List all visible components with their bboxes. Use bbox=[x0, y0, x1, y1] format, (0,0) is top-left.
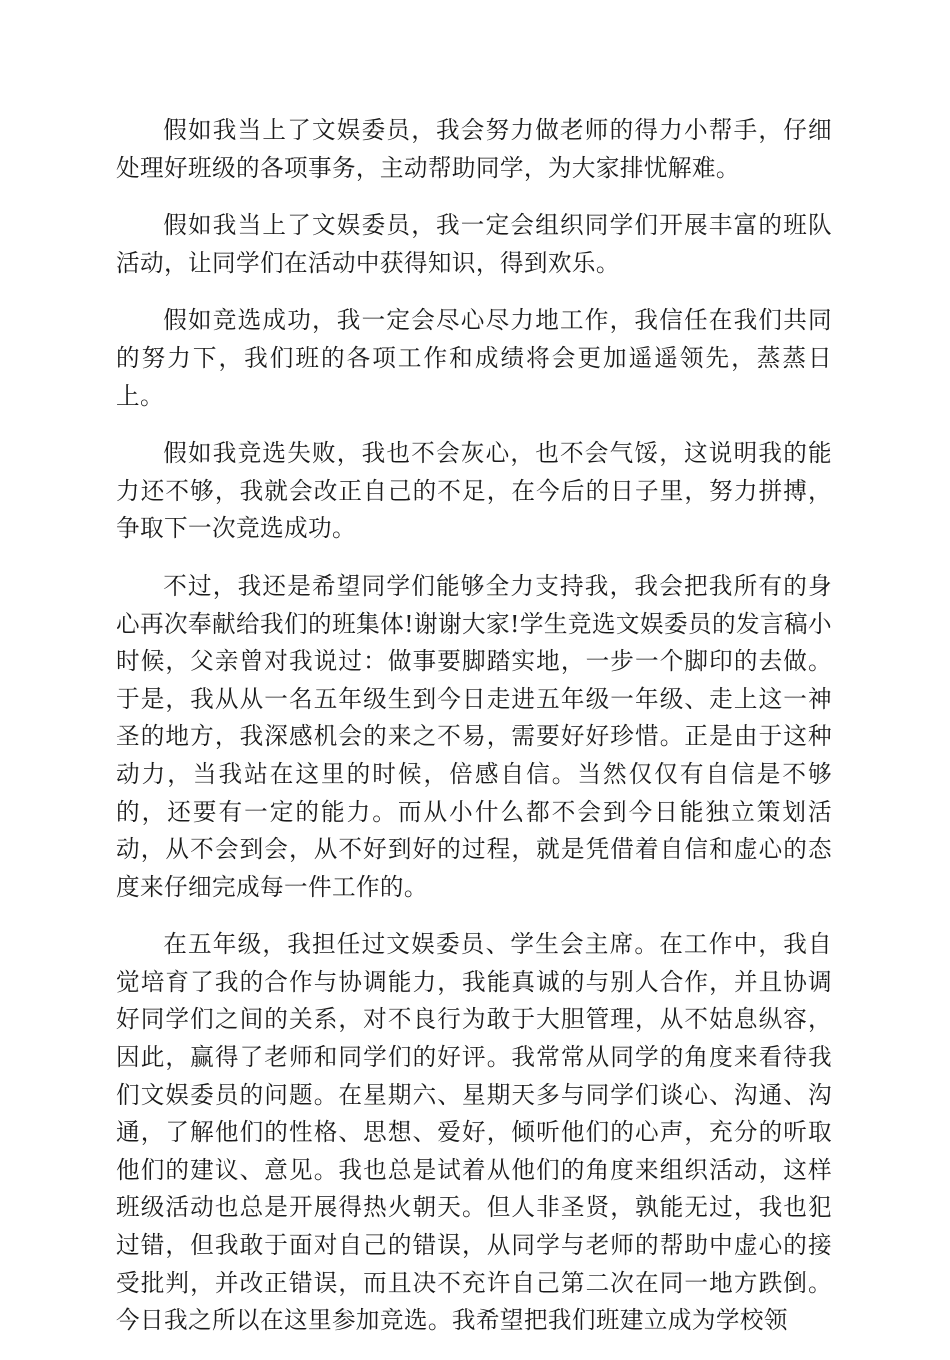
document-page bbox=[116, 112, 832, 1360]
paragraph-2: 假如我当上了文娱委员，我一定会组织同学们开展丰富的班队活动，让同学们在活动中获得知识，得到欢乐。 bbox=[116, 211, 832, 277]
paragraph-1: 假如我当上了文娱委员，我会努力做老师的得力小帮手，仔细处理好班级的各项事务，主动帮助同学，为大家排忧解难。 bbox=[116, 116, 832, 182]
paragraph-3: 假如竞选成功，我一定会尽心尽力地工作，我信任在我们共同的努力下，我们班的各项工作和成绩将会更加遥遥领先，蒸蒸日上。 bbox=[116, 306, 832, 410]
paragraph-4: 假如我竞选失败，我也不会灰心，也不会气馁，这说明我的能力还不够，我就会改正自己的不足，在今后的日子里，努力拼搏，争取下一次竞选成功。 bbox=[116, 439, 832, 543]
paragraph-5: 不过，我还是希望同学们能够全力支持我，我会把我所有的身心再次奉献给我们的班集体!谢谢大家!学生竞选文娱委员的发言稿小时候，父亲曾对我说过：做事要脚踏实地，一步一个脚印的去做。于是，我从从一名五年级生到今日走进五年级一年级、走上这一神圣的地方，我深感机会的来之不易，需要好好珍惜。正是由于这种动力，当我站在这里的时候，倍感自信。当然仅仅有自信是不够的，还要有一定的能力。而从小什么都不会到今日能独立策划活动，从不会到会，从不好到好的过程，就是凭借着自信和虚心的态度来仔细完成每一件工作的。 bbox=[116, 571, 832, 901]
paragraph-6: 在五年级，我担任过文娱委员、学生会主席。在工作中，我自觉培育了我的合作与协调能力，我能真诚的与别人合作，并且协调好同学们之间的关系，对不良行为敢于大胆管理，从不姑息纵容，因此，赢得了老师和同学们的好评。我常常从同学的角度来看待我们文娱委员的问题。在星期六、星期天多与同学们谈心、沟通、沟通，了解他们的性格、思想、爱好，倾听他们的心声，充分的听取他们的建议、意见。我也总是试着从他们的角度来组织活动，这样班级活动也总是开展得热火朝天。但人非圣贤，孰能无过，我也犯过错，但我敢于面对自己的错误，从同学与老师的帮助中虚心的接受批判，并改正错误，而且决不充许自己第二次在同一地方跌倒。今日我之所以在这里参加竞选。我希望把我们班建立成为学校领 bbox=[116, 930, 832, 1335]
